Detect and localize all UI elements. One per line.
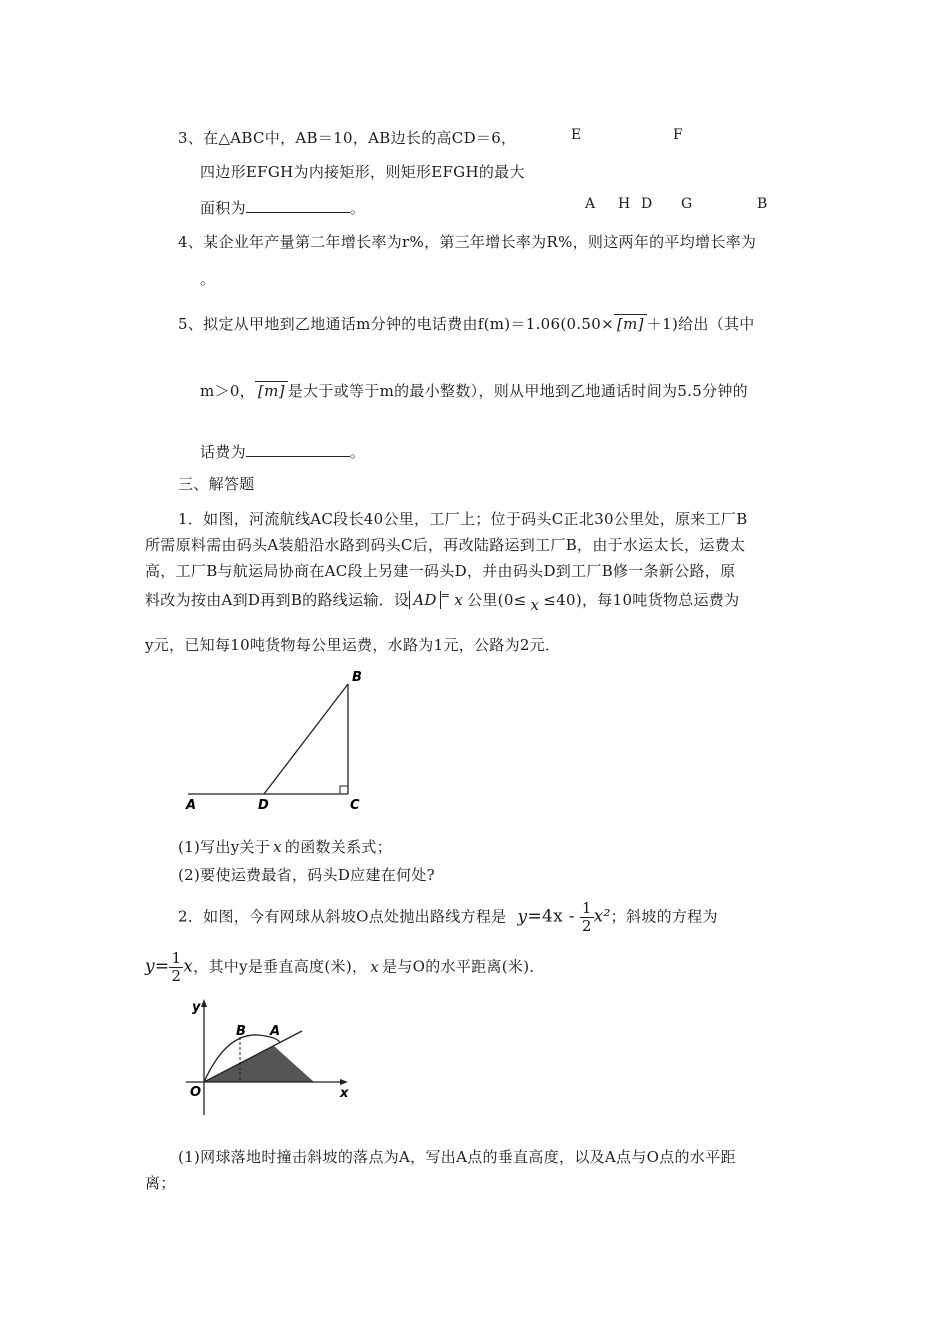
q3-label-E: E [571, 127, 582, 143]
p2-eq2-x: x [183, 956, 194, 977]
p2-eq1-den: 2 [581, 917, 592, 935]
p2-line2-mid: ，其中y是垂直高度(米)， [193, 957, 368, 976]
fig2-label-O: O [190, 1085, 202, 1100]
q3-line3-end: 。 [349, 199, 366, 217]
q5-line3-end: 。 [349, 443, 366, 461]
q5-answer-blank[interactable] [246, 440, 350, 457]
p2-line2-end: 是与O的水平距离(米)． [382, 957, 545, 976]
q3-line3-text: 面积为 [200, 199, 246, 217]
p2-eq2-fraction [169, 950, 183, 985]
fig1-label-D: D [258, 798, 269, 813]
q3-label-G: G [681, 196, 693, 212]
q3-label-A: A [585, 196, 596, 212]
p2-sub1-line2: 离； [145, 1174, 176, 1192]
fig1-label-A: A [186, 798, 197, 813]
q3-line2: 四边形EFGH为内接矩形，则矩形EFGH的最大 [200, 163, 525, 181]
q3-line3 [200, 196, 365, 218]
p1-line4-text: 料改为按由A到D再到B的路线运输．设 [145, 591, 410, 609]
p1-sub2: (2)要使运费最省，码头D应建在何处? [178, 866, 436, 884]
q4-line2: 。 [200, 270, 216, 288]
q3-label-F: F [673, 127, 683, 143]
q5-line1-text: 5、拟定从甲地到乙地通话m分钟的电话费由f(m)＝1.06(0.50× [178, 315, 614, 333]
x-axis-arrow [340, 1079, 348, 1085]
p2-eq1-num: 1 [581, 899, 592, 917]
q5-line3-text: 话费为 [200, 443, 246, 461]
fig2-label-x: x [340, 1086, 349, 1101]
p1-line4-end: ≤40)，每10吨货物总运费为 [543, 591, 740, 609]
p2-eq2-den: 2 [171, 967, 182, 985]
fig1-label-B: B [352, 670, 362, 685]
p2-line1-end: ；斜坡的方程为 [610, 907, 718, 926]
q5-line2-text: m＞0， [200, 382, 255, 400]
p1-sub1-x: x [273, 838, 282, 856]
p2-eq2-eq: = [154, 956, 170, 977]
figure-river-diagram [178, 668, 378, 818]
p1-sub1-end: 的函数关系式； [284, 838, 392, 856]
p2-eq1-x2: x² [593, 906, 611, 927]
ceil-m-symbol: [m] [614, 314, 647, 333]
p2-line1-text: 2．如图，今有网球从斜坡O点处抛出路线方程是 [178, 907, 507, 926]
q5-line2-end: 是大于或等于m的最小整数），则从甲地到乙地通话时间为5.5分钟的 [287, 382, 748, 400]
q5-line1 [178, 304, 755, 334]
p2-sub1-line1: (1)网球落地时撞击斜坡的落点为A，写出A点的垂直高度，以及A点与O点的水平距 [178, 1148, 736, 1166]
q5-line2 [200, 380, 748, 401]
p1-sub1 [178, 836, 392, 857]
slope-shaded-region [204, 1046, 314, 1082]
y-axis-arrow [201, 999, 207, 1007]
p1-var-x2: x [530, 596, 540, 614]
p2-eq1-mid: =4x - [527, 906, 575, 927]
p2-line2 [145, 950, 545, 985]
fig1-label-C: C [350, 798, 360, 813]
p1-line4-mid: 公里(0≤ [467, 591, 527, 609]
q3-label-H: H [618, 196, 631, 212]
ceil-m-symbol-2: [m] [255, 381, 288, 400]
p1-line3: 高，工厂B与航运局协商在AC段上另建一码头D，并由码头D到工厂B修一条新公路，原 [145, 562, 736, 580]
fig2-label-B: B [236, 1024, 246, 1039]
p1-equals: = [440, 589, 451, 602]
fig2-label-A: A [270, 1024, 281, 1039]
q3-label-B: B [757, 196, 768, 212]
abs-AD: AD [409, 591, 440, 609]
p1-line1: 1．如图，河流航线AC段长40公里，工厂上；位于码头C正北30公里处，原来工厂B [178, 510, 748, 528]
q5-line3 [200, 440, 365, 462]
fig2-label-y: y [192, 1000, 201, 1015]
q5-line1-end: ＋1)给出（其中 [646, 315, 755, 333]
figure-tennis-slope [178, 995, 358, 1120]
q4-line1: 4、某企业年产量第二年增长率为r%，第三年增长率为R%，则这两年的平均增长率为 [178, 233, 757, 251]
p1-line2: 所需原料需由码头A装船沿水路到码头C后，再改陆路运到工厂B，由于水运太长，运费太 [145, 536, 746, 554]
p1-var-x: x [454, 591, 464, 609]
p2-eq1-y: y [517, 906, 528, 927]
p2-eq1-fraction [580, 900, 594, 935]
section-title: 三、解答题 [178, 475, 255, 493]
p2-line2-x: x [370, 957, 380, 976]
p2-line1 [178, 900, 718, 935]
p1-sub1-text: (1)写出y关于 [178, 838, 271, 856]
right-angle-mark [340, 786, 348, 794]
p2-eq2-num: 1 [171, 949, 182, 967]
p1-line5: y元，已知每10吨货物每公里运费，水路为1元，公路为2元． [145, 636, 561, 654]
q3-label-D: D [641, 196, 653, 212]
q3-answer-blank[interactable] [246, 196, 350, 213]
q3-line1: 3、在△ABC中，AB＝10，AB边长的高CD＝6， [178, 129, 517, 147]
p1-line4 [145, 589, 740, 614]
p2-eq2-y: y [145, 956, 155, 977]
line-DB [264, 684, 348, 794]
